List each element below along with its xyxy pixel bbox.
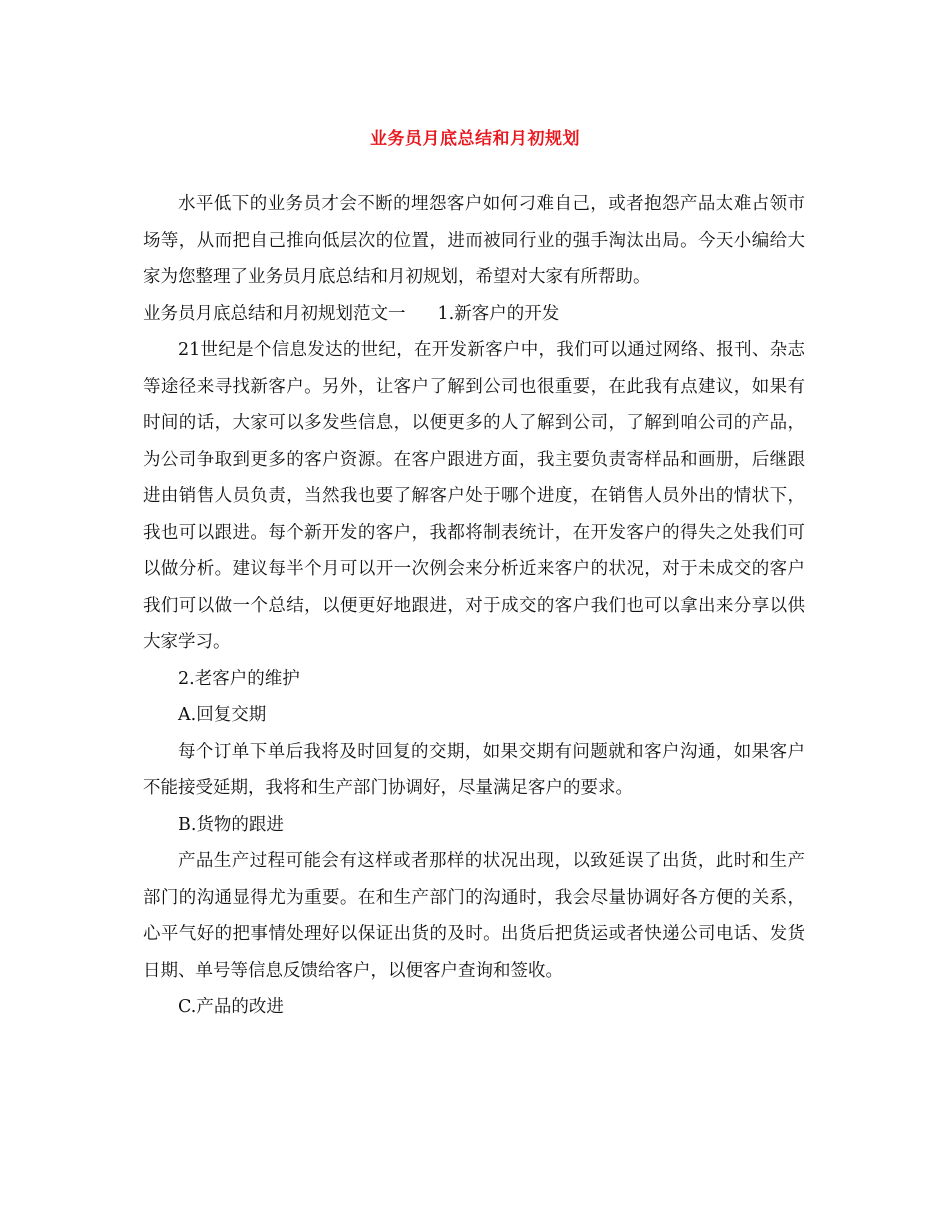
intro-paragraph: 水平低下的业务员才会不断的埋怨客户如何刁难自己，或者抱怨产品太难占领市场等，从而把自己推向低层次的位置，进而被同行业的强手淘汰出局。今天小编给大家为您整理了业务员月底总结和月初规划，希望对大家有所帮助。 [143, 194, 805, 287]
product-improvement-heading: C.产品的改进 [178, 997, 284, 1017]
new-customers-paragraph: 21世纪是个信息发达的世纪，在开发新客户中，我们可以通过网络、报刊、杂志等途径来寻找新客户。另外，让客户了解到公司也很重要，在此我有点建议，如果有时间的话，大家可以多发些信息，以便更多的人了解到公司，了解到咱公司的产品，为公司争取到更多的客户资源。在客户跟进方面，我主要负责寄样品和画册，后继跟进由销售人员负责，当然我也要了解客户处于哪个进度，在销售人员外出的情状下，我也可以跟进。每个新开发的客户，我都将制表统计，在开发客户的得失之处我们可以做分析。建议每半个月可以开一次例会来分析近来客户的状况，对于未成交的客户我们可以做一个总结，以便更好地跟进，对于成交的客户我们也可以拿出来分享以供大家学习。 [143, 340, 805, 652]
section-heading-line [143, 296, 805, 333]
reply-delivery-paragraph: 每个订单下单后我将及时回复的交期，如果交期有问题就和客户沟通，如果客户不能接受延期，我将和生产部门协调好，尽量满足客户的要求。 [143, 741, 805, 798]
old-customers-heading: 2.老客户的维护 [178, 668, 300, 689]
document-body [143, 186, 805, 1026]
reply-delivery-heading: A.回复交期 [178, 705, 267, 725]
document-title: 业务员月底总结和月初规划 [370, 129, 580, 149]
section-heading: 业务员月底总结和月初规划范文一 [143, 303, 406, 324]
goods-followup-heading: B.货物的跟进 [178, 814, 284, 835]
section-sub-heading: 1.新客户的开发 [437, 303, 560, 324]
goods-followup-paragraph: 产品生产过程可能会有这样或者那样的状况出现，以致延误了出货，此时和生产部门的沟通显得尤为重要。在和生产部门的沟通时，我会尽量协调好各方便的关系，心平气好的把事情处理好以保证出货的及时。出货后把货运或者快递公司电话、发货日期、单号等信息反馈给客户，以便客户查询和签收。 [143, 851, 805, 981]
